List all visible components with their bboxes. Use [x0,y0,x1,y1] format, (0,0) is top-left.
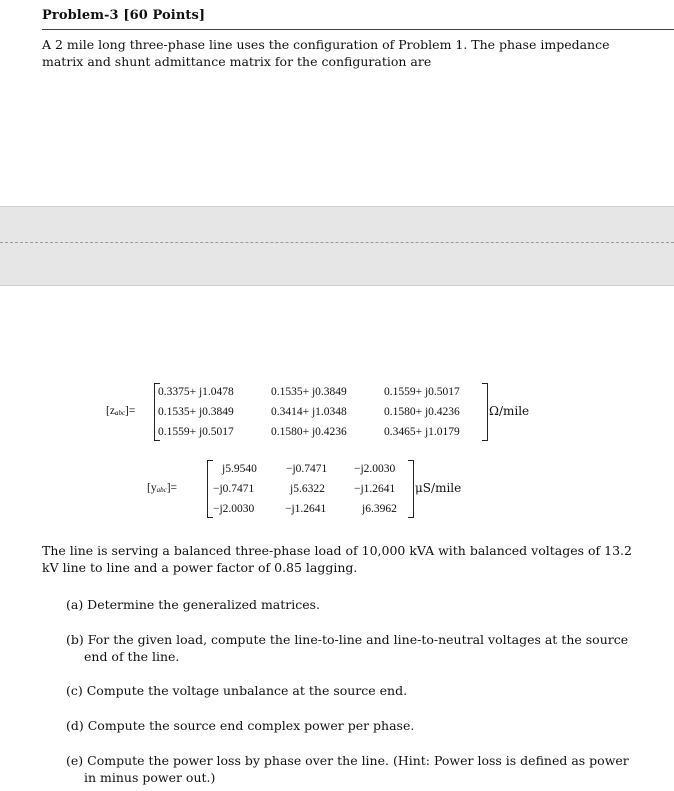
y-cell: j5.6322 [290,483,325,495]
title-underline [42,29,674,30]
y-cell: −j0.7471 [286,463,328,475]
z-cell: 0.3465+ j1.0179 [384,426,460,438]
z-cell: 0.1580+ j0.4236 [384,406,460,418]
z-cell: 0.3414+ j1.0348 [271,406,347,418]
question-b: (b) For the given load, compute the line-to-line and line-to-neutral voltages at the source end of the line. [66,632,629,664]
z-right-bracket [482,383,488,441]
z-label-right: ]= [125,405,136,417]
z-matrix-label [106,405,135,417]
question-e: (e) Compute the power loss by phase over the line. (Hint: Power loss is defined as power in minus power out.) [66,753,629,785]
z-cell: 0.1580+ j0.4236 [271,426,347,438]
y-cell: −j1.2641 [354,483,396,495]
z-cell: 0.1559+ j0.5017 [158,426,234,438]
y-unit: μS/mile [415,481,462,495]
z-cell: 0.1559+ j0.5017 [384,386,460,398]
y-cell: −j0.7471 [213,483,255,495]
y-label-sub: abc [156,486,167,494]
y-label-left: [y [147,482,157,494]
question-a: (a) Determine the generalized matrices. [66,597,321,612]
y-matrix-label [147,482,177,494]
page-break-bottom-edge [0,285,674,286]
question-d: (d) Compute the source end complex power per phase. [66,718,415,733]
z-cell: 0.3375+ j1.0478 [158,386,234,398]
problem-title: Problem-3 [60 Points] [42,8,206,23]
page-break [0,206,674,286]
z-cell: 0.1535+ j0.3849 [271,386,347,398]
z-label-left: [z [106,405,115,417]
page-break-top-edge [0,206,674,207]
question-c: (c) Compute the voltage unbalance at the source end. [66,683,408,698]
z-label-sub: abc [114,409,126,417]
y-cell: j6.3962 [362,503,397,515]
y-cell: −j1.2641 [285,503,327,515]
z-unit: Ω/mile [489,404,530,418]
page-break-dashed-line [0,242,674,243]
y-cell: −j2.0030 [213,503,255,515]
intro-paragraph: A 2 mile long three-phase line uses the configuration of Problem 1. The phase impedance matrix and shunt admittance matrix for the configuration are [42,37,610,69]
y-right-bracket [408,460,414,518]
y-cell: j5.9540 [222,463,257,475]
z-cell: 0.1535+ j0.3849 [158,406,234,418]
load-paragraph: The line is serving a balanced three-phase load of 10,000 kVA with balanced voltages of 13.2 kV line to line and a power factor of 0.85 lagging. [42,543,632,575]
y-cell: −j2.0030 [354,463,396,475]
y-label-right: ]= [166,482,178,494]
